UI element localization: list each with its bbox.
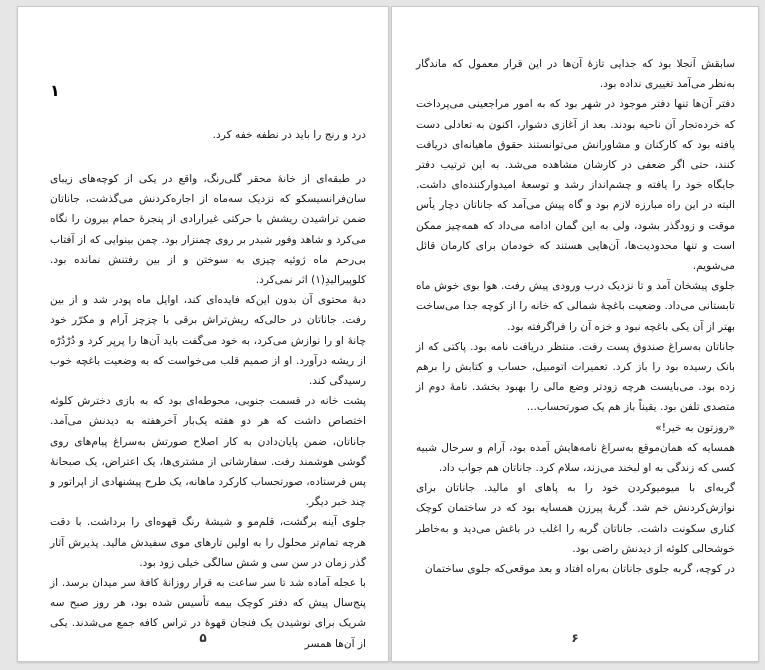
right-page <box>391 6 759 662</box>
paragraph: گربه‌ای با میومیوکردن خود را به پاهای او مالید. جاناتان برای نوازش‌کردنش خم شد. گربهٔ پیرزن همسایه بود که در ساختمان کوچک کناری سکونت داشت. جاناتان گربه را اغلب در باغش می‌دید و به‌خاطر خوشحالی کلوئه از دیدنش راضی بود. <box>416 482 735 555</box>
paragraph: سابقش آنجلا بود که جدایی تازهٔ آن‌ها در این قرار معمول که ماندگار به‌نظر می‌آمد تغییری نداده بود. <box>416 58 735 91</box>
left-page-body <box>50 169 366 654</box>
paragraph: «روزتون به خیر!» <box>655 421 735 434</box>
page-number: ۶ <box>571 631 579 645</box>
paragraph: با عجله آماده شد تا سر ساعت به قرار روزانهٔ کافهٔ سر میدان برسد. از پنج‌سال پیش که دفتر کوچک بیمه تأسیس شده بود، هر روز صبح سه شریک برای نوشیدن یک فنجان قهوهٔ در تراس کافه جمع می‌شدند. یکی از آن‌ها همسر <box>50 577 366 650</box>
paragraph: پشت خانه در قسمت جنوبی، محوطه‌ای بود که به بازی دخترش کلوئه اختصاص داشت که هر دو هفته یک‌بار آخرهفته به دیدنش می‌آمد. جاناتان، ضمن پایان‌دادن به کار اصلاح صورتش به‌سراغ پیام‌های روی گوشی هوشمند رفت. سفارشاتی از مشتری‌ها، یک اعتراض، یک صبحانهٔ پس فرستاده، صورتحساب کارکرد ماهانه، یک طرح پیشنهادی از اپراتور و چند خبر دیگر. <box>50 395 366 509</box>
left-page <box>17 6 389 662</box>
paragraph: جاناتان به‌سراغ صندوق پست رفت. منتظر دریافت نامه بود. پاکتی که از بانک رسیده بود را باز کرد. تعمیرات اتومبیل، حساب و کتابش را برهم زده بود. می‌بایست هرچه زودتر وضع مالی را بهبود بخشد. نامهٔ دوم از متصدی تلفن بود. یقیناً باز هم یک صورتحساب... <box>416 340 735 414</box>
paragraph: دبهٔ محتوی آن بدون این‌که فایده‌ای کند، اوایل ماه پودر شد و از بین رفت. جاناتان در حالی‌که ریش‌تراش برقی با چزچز آرام و مکرّر خود چانهٔ او را نوازش می‌کرد، به خود می‌گفت باید آن‌ها را پرپر کرد و دُرْدُرْه از ریشه درآورد. او از صمیم قلب می‌خواست که به وضعیت باغچه خوب رسیدگی کند. <box>50 294 366 388</box>
paragraph: در کوچه، گربه جلوی جاناتان به‌راه افتاد و بعد موقعی‌که جلوی ساختمان <box>424 563 735 576</box>
chapter-number: ۱ <box>50 81 60 100</box>
page-number: ۵ <box>199 631 207 645</box>
right-page-body <box>416 54 735 579</box>
paragraph: جلوی پیشخان آمد و تا نزدیک درب ورودی پیش رفت. هوا بوی خوش ماه تابستانی می‌داد. وضعیت باغچهٔ شمالی که خانه را از کوچه جدا می‌ساخت بهتر از آن یکی باغچه نبود و خزه آن را فراگرفته بود. <box>416 280 735 333</box>
paragraph: همسایه که همان‌موقع به‌سراغ نامه‌هایش آمده بود، آرام و سرحال شبیه کسی که زندگی به او لبخند می‌زند، سلام کرد. جاناتان هم جواب داد. <box>416 441 735 475</box>
epigraph: درد و رنج را باید در نطفه خفه کرد. <box>212 129 366 141</box>
paragraph: دفتر آن‌ها تنها دفتر موجود در شهر بود که به امور مراجعینی می‌پرداخت که خرده‌تجار آن ناحیه بودند. بعد از آغازی دشوار، اکنون به تعادلی دست یافته بود که کارکنان و مشاورانش می‌توانستند حقوق ماهیانه‌ای دریافت کنند، حتی اگر ضعفی در کارشان مشاهده می‌شد. به این ترتیب دفتر جایگاه خود را یافته و چشم‌انداز رشد و توسعهٔ امیدوارکننده‌ای داشت. البته در این راه مبارزه لازم بود و گاه پیش می‌آمد که جاناتان دچار یأس موقت و زودگذر بشود، ولی به این گمان ادامه می‌داد که همه‌چیز ممکن است و تنها محدودیت‌ها، آن‌هایی هستند که خودمان برای کارمان قائل می‌شویم. <box>416 98 735 273</box>
paragraph: در طبقه‌ای از خانهٔ محقر گلی‌رنگ، واقع در یکی از کوچه‌های زیبای سان‌فرانسیسکو که نزدیک سه‌ماه از اجاره‌کردنش می‌گذشت، جاناتان ضمن تراشیدن ریشش با حرکتی غیرارادی از پنجرهٔ حمام بیرون را نگاه می‌کرد و شاهد وفور شبدر بر روی چمنزار بود. چمن بینوایی که از آفتاب بی‌رحم ماه ژوئیه چیزی به سوختن و از بین رفتنش نمانده بود. کلوپیرالیدِ(۱) اثر نمی‌کرد. <box>50 173 366 287</box>
paragraph: جلوی آینه برگشت، قلم‌مو و شیشهٔ رنگ قهوه‌ای را برداشت. با دقت هرچه تمام‌تر محلول را به اولین تارهای موی سفیدش مالید. پذیرش آثار گذر زمان در سن سی و شش سالگی خیلی زود بود. <box>50 516 366 569</box>
